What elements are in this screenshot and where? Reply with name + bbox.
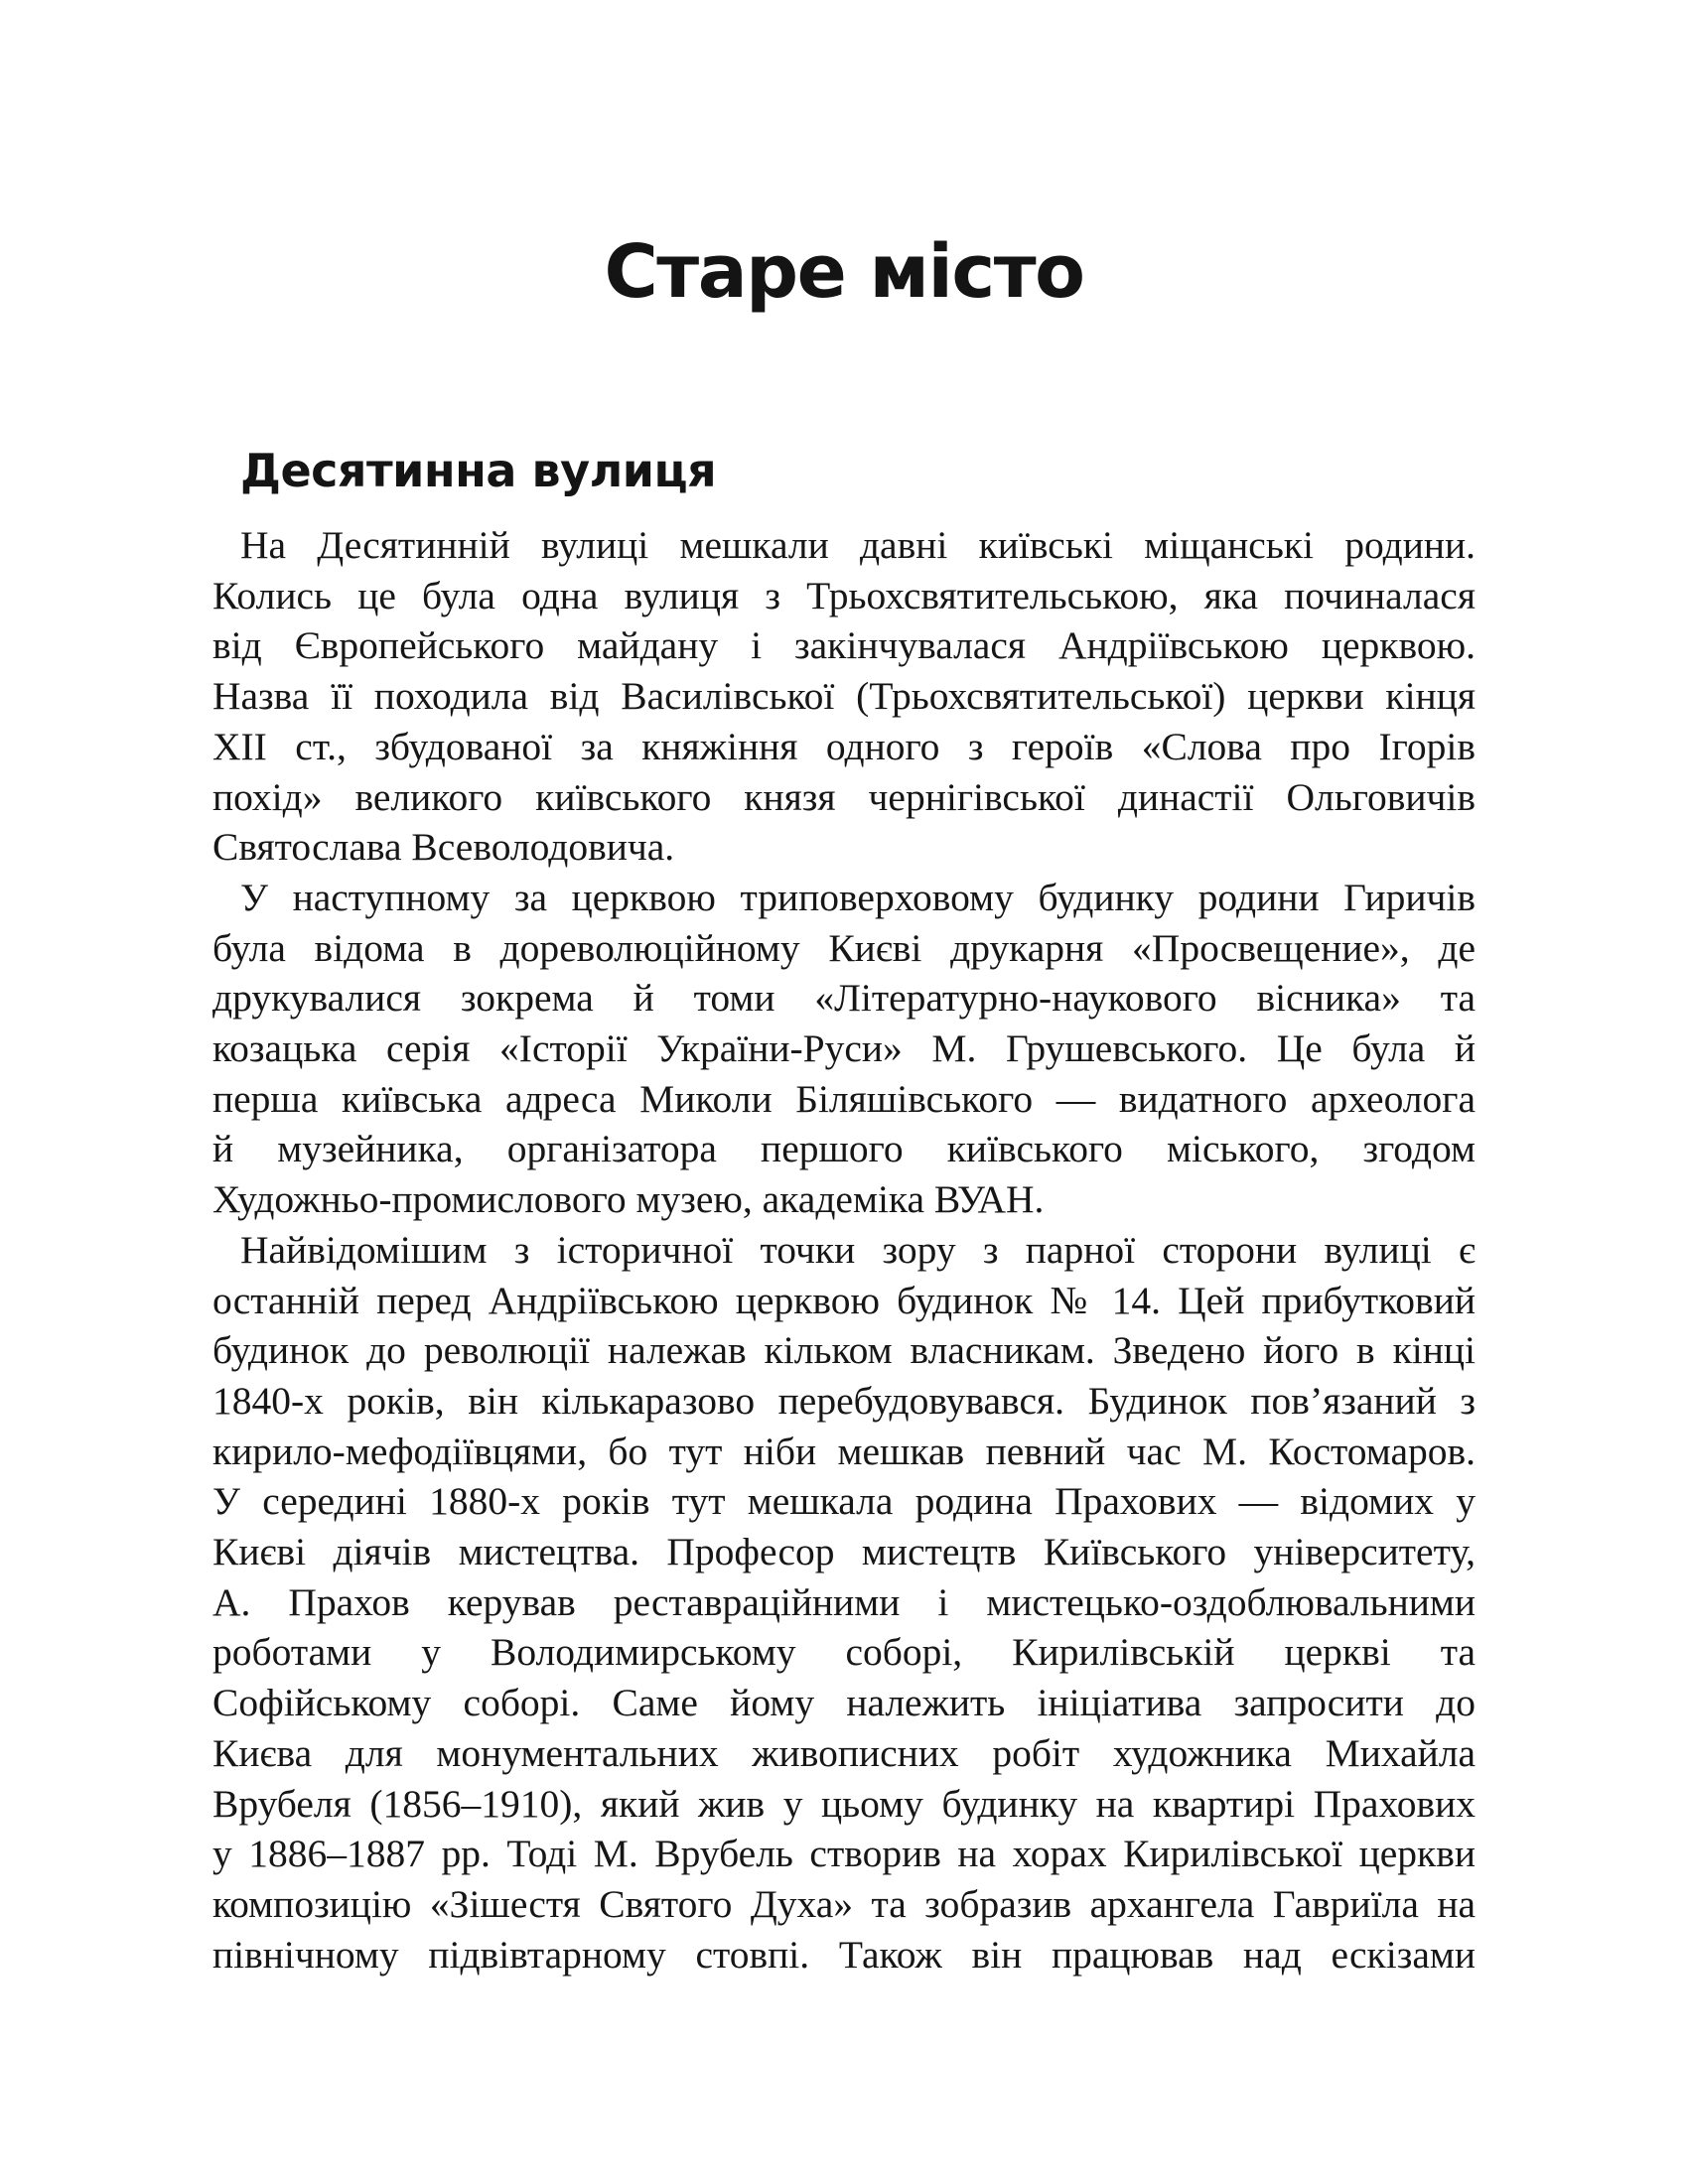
text-line: Художньо-промислового музею, академіка ВУАН.	[212, 1177, 1045, 1222]
text-line: Святослава Всеволодовича.	[212, 825, 675, 870]
text-line: козацька серія «Історії України-Руси» М. Грушевського. Це була й	[212, 1026, 1476, 1071]
text-line: північному підвівтарному стовпі. Також він працював над ескізами	[212, 1932, 1476, 1977]
section-title: Десятинна вулиця	[240, 444, 717, 497]
text-line: кирило-мефодіївцями, бо тут ніби мешкав певний час М. Костомаров.	[212, 1429, 1476, 1473]
text-line: від Європейського майдану і закінчувалася Андріївською церквою.	[212, 623, 1476, 668]
text-line: На Десятинній вулиці мешкали давні київські міщанські родини.	[240, 523, 1476, 567]
text-line: 1840-х років, він кількаразово перебудовувався. Будинок пов’язаний з	[212, 1378, 1476, 1423]
chapter-title: Старе місто	[604, 229, 1084, 315]
text-line: Колись це була одна вулиця з Трьохсвятительською, яка починалася	[212, 573, 1476, 617]
text-line: XII ст., збудованої за княжіння одного з героїв «Слова про Ігорів	[212, 724, 1476, 768]
text-line: Софійському соборі. Саме йому належить ініціатива запросити до	[212, 1681, 1476, 1725]
text-line: й музейника, організатора першого київського міського, згодом	[212, 1127, 1476, 1171]
text-line: Києва для монументальних живописних робіт художника Михайла	[212, 1730, 1476, 1775]
body-text	[212, 520, 1476, 1979]
paragraph	[212, 520, 1476, 873]
text-line: У наступному за церквою триповерховому будинку родини Гиричів	[240, 875, 1476, 919]
text-line: останній перед Андріївською церквою будинок № 14. Цей прибутковий	[212, 1278, 1476, 1322]
text-line: композицію «Зішестя Святого Духа» та зобразив архангела Гавриїла на	[212, 1881, 1476, 1926]
text-line: перша київська адреса Миколи Біляшівського — видатного археолога	[212, 1076, 1476, 1121]
text-line: була відома в дореволюційному Києві друкарня «Просвещение», де	[212, 925, 1476, 970]
text-line: у 1886–1887 рр. Тоді М. Врубель створив на хорах Кирилівської церкви	[212, 1832, 1476, 1876]
paragraph	[212, 1225, 1476, 1980]
text-line: А. Прахов керував реставраційними і мистецько-оздоблювальними	[212, 1579, 1476, 1624]
text-line: похід» великого київського князя чернігівської династії Ольговичів	[212, 774, 1476, 819]
text-line: будинок до революції належав кільком власникам. Зведено його в кінці	[212, 1328, 1476, 1373]
text-line: У середині 1880-х років тут мешкала родина Прахових — відомих у	[212, 1479, 1476, 1524]
text-line: Врубеля (1856–1910), який жив у цьому будинку на квартирі Прахових	[212, 1781, 1476, 1826]
text-line: Найвідомішим з історичної точки зору з парної сторони вулиці є	[240, 1227, 1476, 1272]
text-line: Києві діячів мистецтва. Професор мистецтв Київського університету,	[212, 1530, 1476, 1574]
text-line: Назва її походила від Василівської (Трьохсвятительської) церкви кінця	[212, 674, 1476, 719]
text-line: роботами у Володимирському соборі, Кирилівській церкві та	[212, 1630, 1476, 1675]
text-line: друкувалися зокрема й томи «Літературно-наукового вісника» та	[212, 976, 1476, 1021]
paragraph	[212, 873, 1476, 1225]
